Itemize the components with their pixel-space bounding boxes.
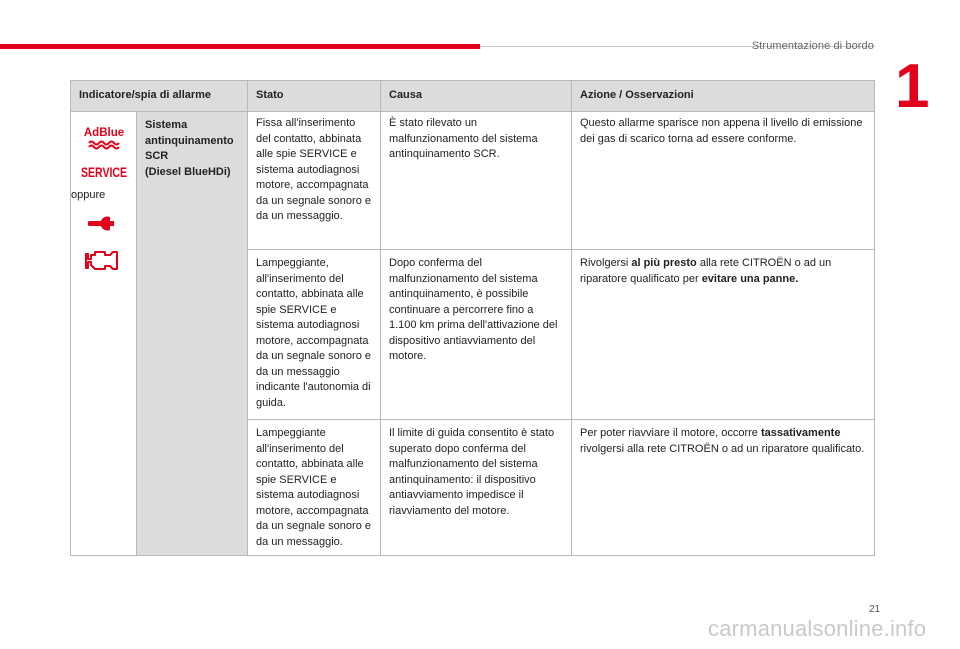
engine-icon (84, 246, 124, 274)
stato-cell: Lampeggiante, all'inserimento del contatto, abbinata alle spie SERVICE e sistema autodiagnosi motore, accompagnata da un segnale sonoro e da un messaggio indicante l'autonomia di guida. (248, 250, 381, 420)
azione-text: Per poter riavviare il motore, occorre (580, 427, 761, 439)
azione-emphasis: tassativamente (760, 427, 841, 439)
alarm-table (70, 80, 875, 556)
system-name-line: SCR (145, 150, 169, 162)
table-row (71, 112, 875, 250)
adblue-icon (81, 124, 127, 150)
azione-emphasis: al più presto (631, 257, 697, 269)
causa-cell: È stato rilevato un malfunzionamento del sistema antinquinamento SCR. (381, 112, 572, 250)
azione-text: rivolgersi alla rete CITROËN o ad un riparatore qualificato. (580, 442, 865, 455)
header-accent-bar (0, 44, 480, 49)
stato-cell: Lampeggiante all'inserimento del contatto, abbinata alle spie SERVICE e sistema autodiagnosi motore, accompagnata da un segnale sonoro e da un messaggio. (248, 420, 381, 556)
column-header-stato: Stato (248, 81, 381, 112)
system-name-cell (137, 112, 248, 556)
system-name-line: antinquinamento (145, 134, 234, 147)
service-icon (79, 162, 129, 182)
column-header-indicator: Indicatore/spia di allarme (71, 81, 248, 112)
azione-text: Rivolgersi (580, 257, 632, 269)
column-header-causa: Causa (381, 81, 572, 112)
oppure-label: oppure (71, 189, 106, 201)
watermark: carmanualsonline.info (708, 616, 927, 641)
azione-cell: Questo allarme sparisce non appena il livello di emissione dei gas di scarico torna ad essere conforme. (572, 112, 875, 250)
page-number: 21 (869, 604, 881, 615)
adblue-icon-label: AdBlue (83, 127, 124, 139)
causa-cell: Dopo conferma del malfunzionamento del sistema antinquinamento, è possibile continuare a percorrere fino a 1.100 km prima dell'attivazione del dispositivo antiavviamento del motore. (381, 250, 572, 420)
azione-emphasis: evitare una panne. (701, 272, 799, 285)
causa-cell: Il limite di guida consentito è stato superato dopo conferma del malfunzionamento del sistema antinquinamento: il dispositivo antiavviamento impedisce il riavviamento del motore. (381, 420, 572, 556)
service-icon-label: SERVICE (80, 164, 127, 180)
indicator-icons-cell (71, 112, 137, 556)
stato-cell: Fissa all'inserimento del contatto, abbinata alle spie SERVICE e sistema autodiagnosi motore, accompagnata da un segnale sonoro e da un messaggio. (248, 112, 381, 250)
azione-cell (572, 420, 875, 556)
table-header-row (71, 81, 875, 112)
azione-cell (572, 250, 875, 420)
system-name-line: (Diesel BlueHDi) (145, 165, 231, 178)
wrench-icon (84, 214, 124, 232)
chapter-number: 1 (895, 52, 930, 121)
section-title: Strumentazione di bordo (751, 40, 874, 52)
azione-text: alla rete CITROËN o ad un riparatore qualificato per (580, 257, 832, 285)
column-header-azione: Azione / Osservazioni (572, 81, 875, 112)
system-name-line: Sistema (145, 119, 188, 131)
